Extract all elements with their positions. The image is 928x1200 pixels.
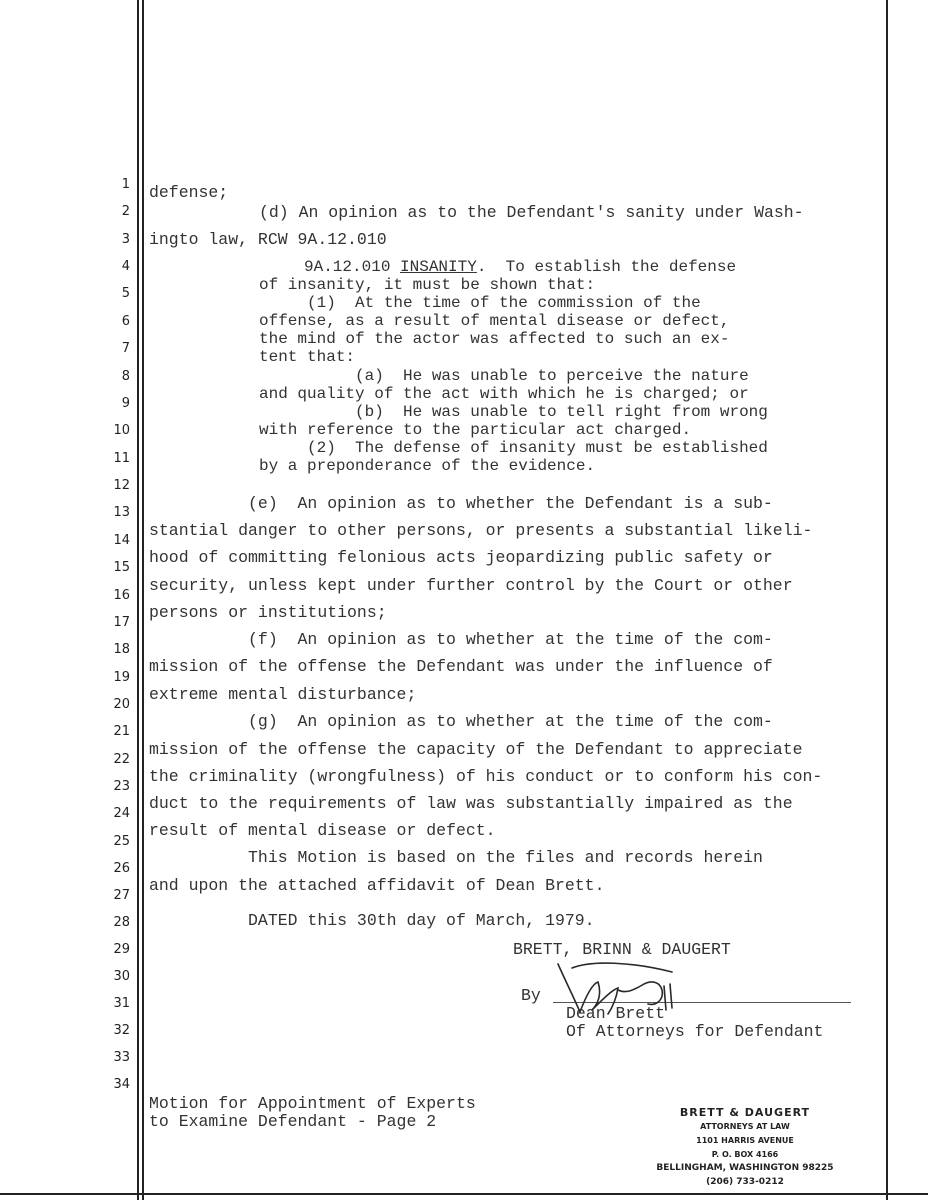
- firm-phone: (206) 733-0212: [706, 1177, 784, 1187]
- line-number: 31: [113, 996, 130, 1011]
- line-number: 27: [113, 888, 130, 903]
- line-number: 32: [113, 1023, 130, 1038]
- left-margin-rule: [137, 0, 139, 1200]
- line-number: 29: [113, 942, 130, 957]
- line-number: 23: [113, 779, 130, 794]
- line-number: 7: [121, 341, 130, 356]
- line-number: 16: [113, 588, 130, 603]
- line-number: 33: [113, 1050, 130, 1065]
- body-line: hood of committing felonious acts jeopardizing public safety or: [149, 548, 773, 567]
- firm-line: BELLINGHAM, WASHINGTON 98225: [656, 1163, 834, 1173]
- line-number: 22: [113, 752, 130, 767]
- line-number: 19: [113, 670, 130, 685]
- line-number: 25: [113, 834, 130, 849]
- line-number: 5: [121, 286, 130, 301]
- body-line: and upon the attached affidavit of Dean Brett.: [149, 876, 605, 895]
- body-line: persons or institutions;: [149, 603, 387, 622]
- line-number: 3: [121, 232, 130, 247]
- body-line: security, unless kept under further control by the Court or other: [149, 576, 793, 595]
- line-number: 28: [113, 915, 130, 930]
- left-margin-rule: [142, 0, 144, 1200]
- right-margin-rule: [886, 0, 888, 1200]
- line-number: 18: [113, 642, 130, 657]
- signer-role: Of Attorneys for Defendant: [566, 1022, 824, 1041]
- line-number: 1: [121, 177, 130, 192]
- line-number: 6: [121, 314, 130, 329]
- quote-line: the mind of the actor was affected to such an ex-: [259, 330, 730, 348]
- line-number: 12: [113, 478, 130, 493]
- signature-firm-name: BRETT, BRINN & DAUGERT: [513, 940, 731, 959]
- body-line: result of mental disease or defect.: [149, 821, 496, 840]
- line-number: 4: [121, 259, 130, 274]
- line-number: 13: [113, 505, 130, 520]
- body-line: (g) An opinion as to whether at the time of the com-: [149, 712, 773, 731]
- body-line: duct to the requirements of law was substantially impaired as the: [149, 794, 793, 813]
- quote-line: (b) He was unable to tell right from wrong: [259, 403, 768, 421]
- body-line: mission of the offense the capacity of the Defendant to appreciate: [149, 740, 803, 759]
- quote-line: (a) He was unable to perceive the nature: [259, 367, 749, 385]
- firm-line: P. O. BOX 4166: [711, 1150, 779, 1159]
- line-number: 14: [113, 533, 130, 548]
- quote-line: tent that:: [259, 348, 356, 366]
- line-number: 10: [113, 423, 130, 438]
- signature-by-label: By: [521, 986, 541, 1005]
- quote-line: by a preponderance of the evidence.: [259, 457, 596, 475]
- body-line: (d) An opinion as to the Defendant's sanity under Wash-: [259, 203, 804, 222]
- line-number: 30: [113, 969, 130, 984]
- body-line: defense;: [149, 183, 229, 202]
- body-line: ingto law, RCW 9A.12.010: [149, 230, 387, 249]
- quote-line: offense, as a result of mental disease or defect,: [259, 312, 730, 330]
- body-line: This Motion is based on the files and records herein: [149, 848, 763, 867]
- insanity-heading: INSANITY: [400, 258, 477, 276]
- line-number: 24: [113, 806, 130, 821]
- body-line: the criminality (wrongfulness) of his conduct or to conform his con-: [149, 767, 823, 786]
- body-line: extreme mental disturbance;: [149, 685, 417, 704]
- line-number: 26: [113, 861, 130, 876]
- line-number: 34: [113, 1077, 130, 1092]
- quote-line: of insanity, it must be shown that:: [259, 276, 596, 294]
- body-line: stantial danger to other persons, or presents a substantial likeli-: [149, 521, 813, 540]
- quote-line: with reference to the particular act charged.: [259, 421, 692, 439]
- statute-quote-heading: 9A.12.010 INSANITY. To establish the defense: [304, 258, 737, 276]
- body-line: (e) An opinion as to whether the Defendant is a sub-: [149, 494, 773, 513]
- quote-line: (1) At the time of the commission of the: [259, 294, 701, 312]
- quote-line: and quality of the act with which he is charged; or: [259, 385, 749, 403]
- footer-title: Motion for Appointment of Experts: [149, 1094, 476, 1113]
- quote-line: (2) The defense of insanity must be established: [259, 439, 768, 457]
- line-number: 20: [113, 697, 130, 712]
- line-number: 9: [121, 396, 130, 411]
- line-number: 11: [113, 451, 130, 466]
- dated-line: DATED this 30th day of March, 1979.: [149, 911, 595, 930]
- firm-line: 1101 HARRIS AVENUE: [696, 1136, 794, 1145]
- firm-line: ATTORNEYS AT LAW: [700, 1122, 790, 1131]
- line-number: 15: [113, 560, 130, 575]
- footer-title: to Examine Defendant - Page 2: [149, 1112, 437, 1131]
- line-number: 17: [113, 615, 130, 630]
- body-line: (f) An opinion as to whether at the time of the com-: [149, 630, 773, 649]
- signer-name: Dean Brett: [566, 1004, 666, 1023]
- line-number: 2: [121, 204, 130, 219]
- firm-name: BRETT & DAUGERT: [679, 1106, 811, 1119]
- line-number: 21: [113, 724, 130, 739]
- bottom-rule: [0, 1193, 928, 1195]
- body-line: mission of the offense the Defendant was under the influence of: [149, 657, 773, 676]
- line-number: 8: [121, 369, 130, 384]
